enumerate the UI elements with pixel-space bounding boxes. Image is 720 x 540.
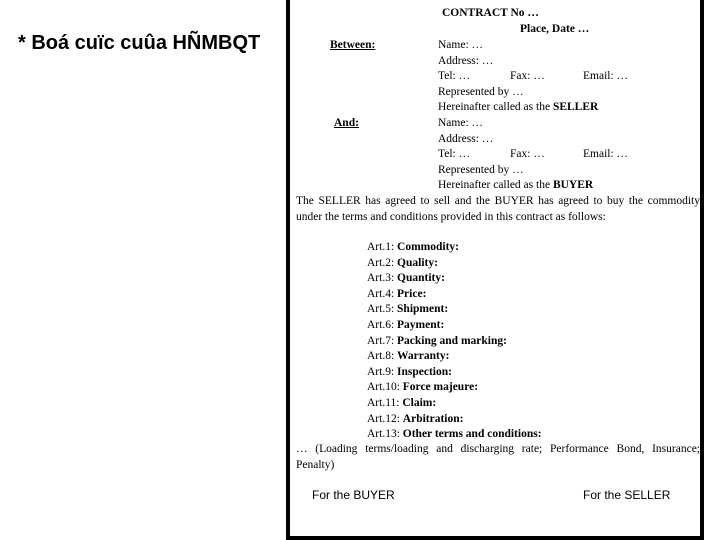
- article-item: [367, 318, 444, 334]
- article-item: [367, 396, 436, 412]
- article-title: Commodity:: [397, 241, 459, 253]
- article-item: [367, 256, 438, 272]
- contract-document: [286, 0, 704, 540]
- contract-title: CONTRACT No …: [442, 7, 539, 19]
- seller-address: Address: …: [438, 55, 494, 67]
- slide-heading: * Boá cuïc cuûa HÑMBQT: [18, 32, 261, 54]
- article-title: Inspection:: [397, 365, 452, 378]
- article-item: [367, 287, 426, 303]
- buyer-fax: Fax: …: [510, 148, 545, 160]
- buyer-represented: Represented by …: [438, 164, 524, 176]
- seller-email: Email: …: [583, 70, 629, 82]
- article-number: Art.5:: [367, 303, 398, 316]
- place-date: Place, Date …: [520, 23, 590, 35]
- article-number: Art.7:: [367, 334, 398, 347]
- article-number: Art.3:: [367, 272, 398, 285]
- seller-signature-label: For the SELLER: [583, 488, 671, 502]
- buyer-hereinafter: Hereinafter called as the BUYER: [438, 179, 594, 191]
- article-number: Art.9:: [367, 365, 398, 378]
- article-title: Claim:: [402, 397, 437, 409]
- and-label: And:: [334, 117, 359, 129]
- article-title: Other terms and conditions:: [402, 428, 542, 441]
- seller-hereinafter: Hereinafter called as the SELLER: [438, 101, 599, 113]
- buyer-address: Address: …: [438, 133, 494, 145]
- article-item: [367, 412, 463, 428]
- buyer-email: Email: …: [583, 148, 629, 160]
- between-label: Between:: [330, 39, 376, 51]
- article-number: Art.13:: [367, 428, 403, 441]
- article-item: [367, 334, 507, 350]
- article-number: Art.11:: [367, 397, 403, 409]
- seller-role: SELLER: [552, 101, 599, 113]
- article-item: [367, 302, 448, 318]
- seller-represented: Represented by …: [438, 86, 524, 98]
- agreement-paragraph: The SELLER has agreed to sell and the BUYER has agreed to buy the commodity under the terms and conditions provided in this contract as follows:: [296, 195, 700, 223]
- article-item: [367, 240, 459, 256]
- buyer-name: Name: …: [438, 117, 484, 129]
- buyer-tel: Tel: …: [438, 148, 471, 160]
- footnote-terms: … (Loading terms/loading and discharging rate; Performance Bond, Insurance; Penalty): [296, 443, 700, 471]
- article-title: Packing and marking:: [397, 334, 507, 347]
- article-title: Quality:: [397, 256, 438, 269]
- article-item: [367, 427, 542, 443]
- article-number: Art.2:: [367, 256, 398, 269]
- article-number: Art.10:: [367, 381, 403, 394]
- article-item: [367, 380, 478, 396]
- seller-fax: Fax: …: [510, 70, 545, 82]
- article-number: Art.8:: [367, 350, 398, 363]
- article-number: Art.12:: [367, 412, 403, 425]
- article-item: [367, 271, 445, 287]
- article-number: Art.6:: [367, 319, 398, 331]
- article-title: Price:: [397, 287, 427, 300]
- article-title: Force majeure:: [402, 381, 479, 394]
- seller-name: Name: …: [438, 39, 484, 51]
- article-item: [367, 349, 449, 365]
- buyer-role: BUYER: [552, 179, 594, 191]
- article-number: Art.1:: [367, 241, 398, 253]
- article-title: Shipment:: [397, 303, 449, 316]
- article-title: Quantity:: [397, 272, 445, 285]
- article-title: Payment:: [397, 319, 445, 331]
- article-item: [367, 365, 452, 381]
- article-title: Warranty:: [397, 350, 450, 363]
- article-number: Art.4:: [367, 287, 398, 300]
- buyer-signature-label: For the BUYER: [312, 488, 395, 502]
- seller-tel: Tel: …: [438, 70, 471, 82]
- article-title: Arbitration:: [402, 412, 464, 425]
